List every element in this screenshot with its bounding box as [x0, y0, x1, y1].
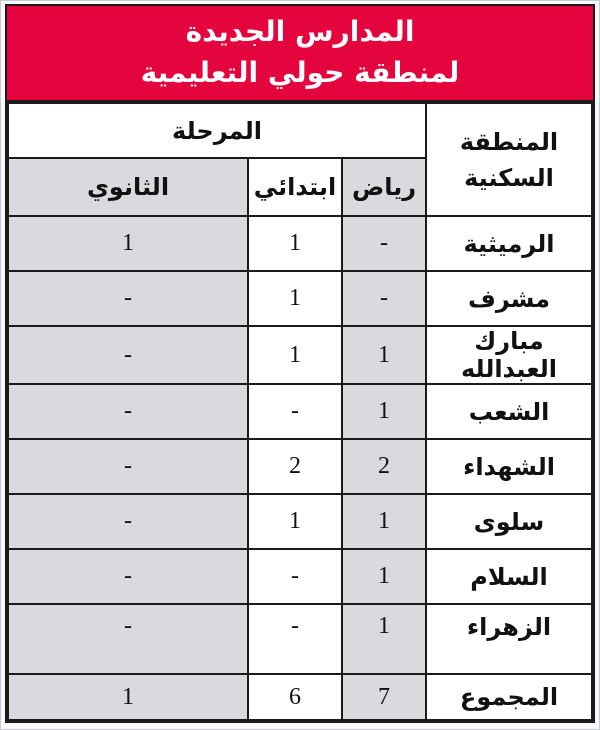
schools-table: [7, 102, 593, 721]
primary-count: 1: [248, 494, 342, 549]
table-row: [8, 549, 592, 604]
kindergarten-count: 1: [342, 494, 426, 549]
secondary-count: -: [8, 384, 248, 439]
total-secondary: 1: [8, 674, 248, 720]
primary-count: 1: [248, 326, 342, 384]
primary-count: -: [248, 384, 342, 439]
header-residential-area-line2: السكنية: [464, 163, 554, 192]
title-line-1: المدارس الجديدة: [185, 15, 415, 49]
secondary-count: -: [8, 326, 248, 384]
area-name: الشهداء: [426, 439, 592, 494]
primary-count: 1: [248, 271, 342, 326]
secondary-count: -: [8, 271, 248, 326]
kindergarten-count: 1: [342, 604, 426, 674]
kindergarten-count: -: [342, 271, 426, 326]
area-name: الرميثية: [426, 216, 592, 271]
header-kindergarten: رياض: [342, 158, 426, 216]
kindergarten-count: -: [342, 216, 426, 271]
header-residential-area: [426, 103, 592, 216]
area-name: سلوى: [426, 494, 592, 549]
secondary-count: -: [8, 439, 248, 494]
kindergarten-count: 1: [342, 384, 426, 439]
table-frame: [5, 4, 595, 723]
primary-count: -: [248, 604, 342, 674]
header-residential-area-line1: المنطقة: [459, 127, 559, 156]
table-row: [8, 216, 592, 271]
header-primary: ابتدائي: [248, 158, 342, 216]
kindergarten-count: 2: [342, 439, 426, 494]
total-kindergarten: 7: [342, 674, 426, 720]
area-name: الزهراء: [426, 604, 592, 674]
table-row: [8, 384, 592, 439]
header-secondary: الثانوي: [8, 158, 248, 216]
primary-count: 1: [248, 216, 342, 271]
area-name: مشرف: [426, 271, 592, 326]
table-row: [8, 326, 592, 384]
secondary-count: -: [8, 494, 248, 549]
kindergarten-count: 1: [342, 326, 426, 384]
table-row: [8, 604, 592, 674]
title-banner: [7, 6, 593, 102]
area-name: الشعب: [426, 384, 592, 439]
table-row: [8, 271, 592, 326]
total-primary: 6: [248, 674, 342, 720]
primary-count: 2: [248, 439, 342, 494]
secondary-count: -: [8, 549, 248, 604]
table-row: [8, 494, 592, 549]
header-stage: المرحلة: [8, 103, 426, 158]
total-label: المجموع: [426, 674, 592, 720]
total-row: [8, 674, 592, 720]
table-row: [8, 439, 592, 494]
secondary-count: -: [8, 604, 248, 674]
kindergarten-count: 1: [342, 549, 426, 604]
area-name: مبارك العبدالله: [426, 326, 592, 384]
area-name: السلام: [426, 549, 592, 604]
secondary-count: 1: [8, 216, 248, 271]
title-line-2: لمنطقة حولي التعليمية: [140, 56, 460, 89]
primary-count: -: [248, 549, 342, 604]
